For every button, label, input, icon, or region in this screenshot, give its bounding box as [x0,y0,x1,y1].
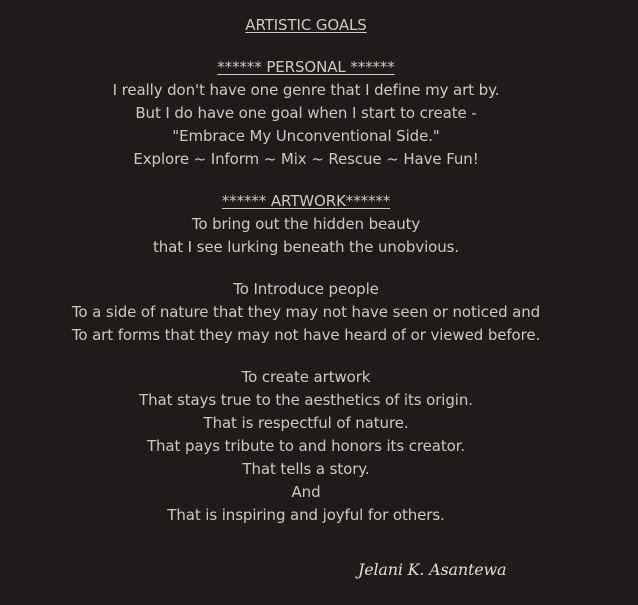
create-line: That is respectful of nature. [203,414,409,432]
create-line: That stays true to the aesthetics of its origin. [139,391,473,409]
goals-text-column [0,14,612,527]
section-heading-personal: ****** PERSONAL ****** [217,58,395,76]
create-line: To create artwork [241,368,371,386]
personal-line: I really don't have one genre that I define my art by. [112,81,500,99]
personal-line: "Embrace My Unconventional Side." [172,127,440,145]
spacer [0,347,612,366]
personal-line: Explore ~ Inform ~ Mix ~ Rescue ~ Have Fun! [133,150,479,168]
spacer [0,171,612,190]
introduce-line: To a side of nature that they may not have seen or noticed and [71,303,541,321]
create-line: That pays tribute to and honors its creator. [146,437,466,455]
introduce-line: To art forms that they may not have heard of or viewed before. [71,326,541,344]
artwork-line: To bring out the hidden beauty [191,215,421,233]
artwork-line: that I see lurking beneath the unobvious. [152,238,460,256]
spacer [0,259,612,278]
personal-line: But I do have one goal when I start to create - [135,104,477,122]
introduce-line: To Introduce people [233,280,379,298]
section-heading-artwork: ****** ARTWORK****** [221,192,391,210]
create-line: That tells a story. [242,460,370,478]
spacer [0,37,612,56]
create-line: That is inspiring and joyful for others. [167,506,445,524]
page-title: ARTISTIC GOALS [245,16,367,34]
author-signature: Jelani K. Asantewa [358,560,507,579]
create-line: And [291,483,321,501]
